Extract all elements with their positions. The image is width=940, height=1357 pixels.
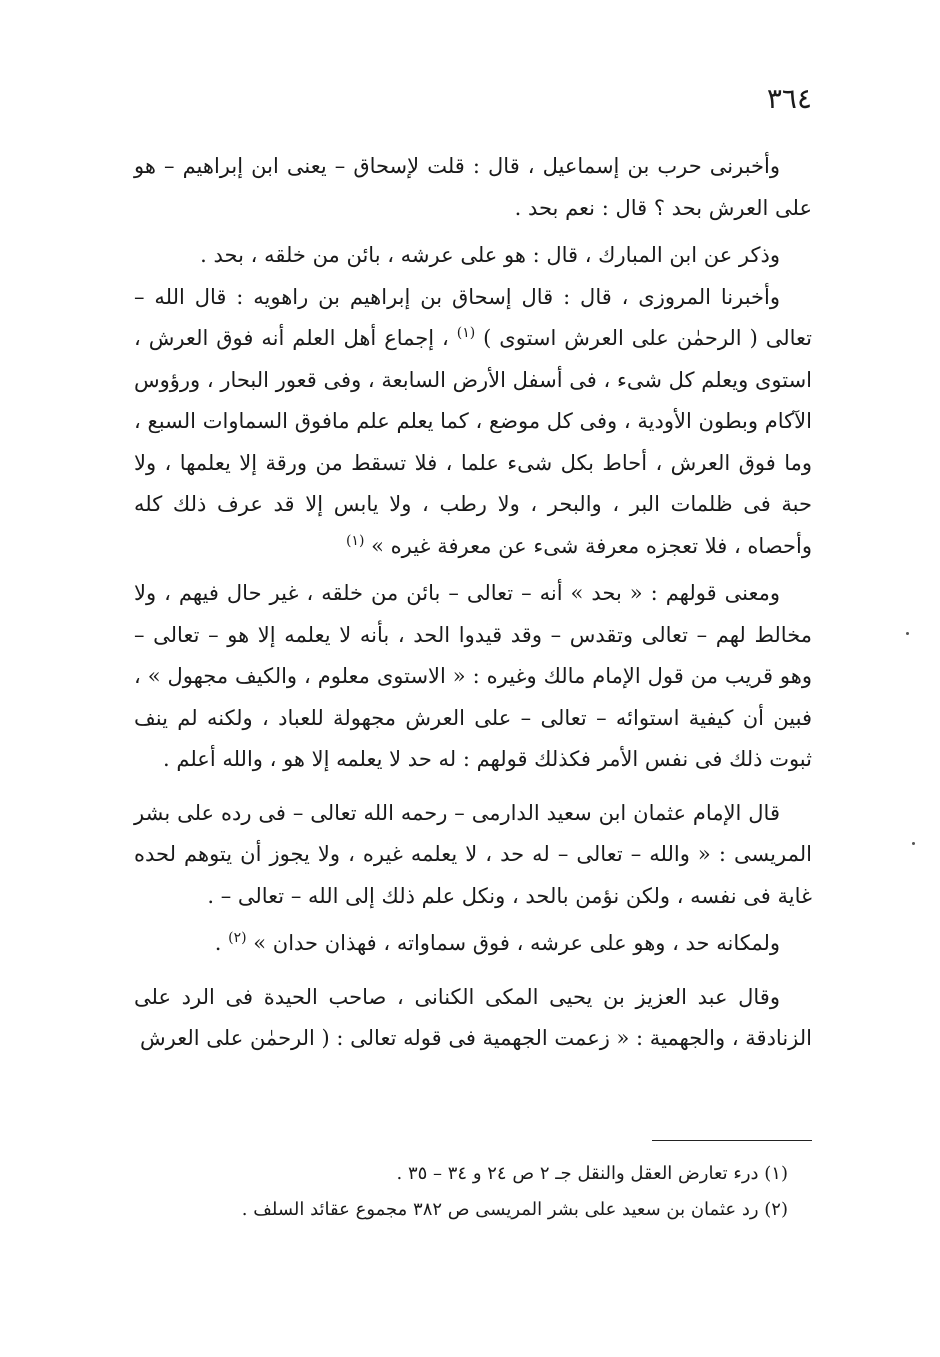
- two-limits-period: .: [214, 931, 222, 955]
- paragraph-two-limits: [134, 923, 812, 965]
- main-text: [134, 146, 812, 1060]
- paragraph-darimi: قال الإمام عثمان ابن سعيد الدارمى – رحمه الله تعالى – فى رده على بشر المريسى : « والله – تعالى – له حد ، لا يعلمه غيره ، ولا يجوز أن يتوهم لحده غاية فى نفسه ، ولكن نؤمن بالحد ، ونكل علم ذلك إلى الله – تعالى – .: [134, 800, 812, 908]
- marwazi-quote-rest: ، إجماع أهل العلم أنه فوق العرش ، استوى ويعلم كل شىء ، فى أسفل الأرض السابعة ، وفى قعور البحار ، ورؤوس الآكام وبطون الأودية ، وفى كل موضع ، كما يعلم علم مافوق السماوات السبع ، وما فوق العرش ، أحاط بكل شىء علما ، فلا تسقط من ورقة إلا يعلمها ، ولا حبة فى ظلمات البر ، والبحر ، ولا رطب ، ولا يابس إلا قد عرف ذلك كله وأحصاه ، فلا تعجزه معرفة شىء عن معرفة غيره »: [134, 326, 812, 558]
- book-page: [100, 0, 820, 1357]
- paragraph-kinani: وقال عبد العزيز بن يحيى المكى الكنانى ، صاحب الحيدة فى الرد على الزنادقة ، والجهمية : « زعمت الجهمية فى قوله تعالى : ( الرحمٰن على العرش: [134, 984, 812, 1050]
- marwazi-quote-start: وأخبرنا المروزى ، قال : قال إسحاق بن إبراهيم بن راهويه : قال الله – تعالى ( الرحمٰن على العرش استوى ): [134, 284, 812, 350]
- footnote-ref-2: (٢): [228, 930, 247, 946]
- footnote-ref-1b: (١): [345, 532, 365, 549]
- paragraph-marwazi: [134, 277, 812, 568]
- footnote-ref-1: (١): [456, 325, 476, 341]
- footnote-divider: [652, 1140, 812, 1141]
- paragraph-ibn-mubarak: وذكر عن ابن المبارك ، قال : هو على عرشه ، بائن من خلقه ، بحد .: [200, 243, 780, 267]
- footnote-1: (١) درء تعارض العقل والنقل جـ ٢ ص ٢٤ و ٣٤ – ٣٥ .: [396, 1163, 788, 1184]
- two-limits-text: ولمكانه حد ، وهو على عرشه ، فوق سماواته ، فهذان حدان »: [253, 931, 780, 955]
- scan-speck: [906, 632, 909, 635]
- footnote-2: (٢) رد عثمان بن سعيد على بشر المريسى ص ٣٨٢ مجموع عقائد السلف .: [241, 1199, 788, 1220]
- paragraph-meaning: ومعنى قولهم : « بحد » أنه – تعالى – بائن من خلقه ، غير حال فيهم ، ولا مخالط لهم – تعالى وتقدس – وقد قيدوا الحد ، بأنه لا يعلمه إلا هو – تعالى – وهو قريب من قول الإمام مالك وغيره : « الاستوى معلوم ، والكيف مجهول » ، فبين أن كيفية استوائه – تعالى – على العرش مجهولة للعباد ، ولكنه لم ينف ثبوت ذلك فى نفس الأمر فكذلك قولهم : له حد لا يعلمه إلا هو ، والله أعلم .: [134, 581, 812, 771]
- footnotes: [142, 1156, 812, 1228]
- scan-speck: [912, 842, 915, 845]
- page-number: ٣٦٤: [766, 82, 812, 115]
- paragraph-harb: وأخبرنى حرب بن إسماعيل ، قال : قلت لإسحاق – يعنى ابن إبراهيم – هو على العرش بحد ؟ قال : نعم بحد .: [134, 154, 812, 220]
